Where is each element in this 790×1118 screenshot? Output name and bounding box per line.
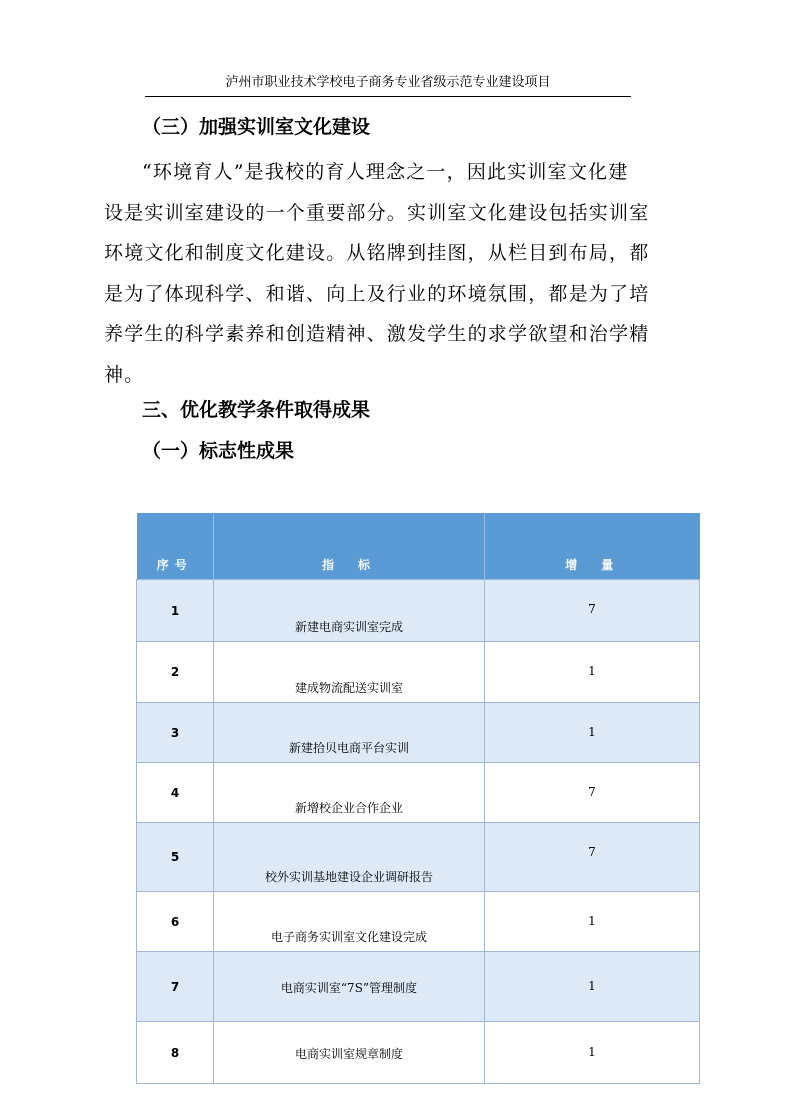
body-paragraph [104, 152, 686, 395]
row-increment: 1 [485, 703, 700, 763]
row-indicator: 电商实训室“7S”管理制度 [214, 952, 485, 1022]
row-indicator: 建成物流配送实训室 [214, 642, 485, 703]
chapter-heading: 三、优化教学条件取得成果 [142, 399, 371, 421]
header-index: 序号 [137, 513, 214, 580]
table-row [137, 892, 700, 952]
row-increment: 1 [485, 642, 700, 703]
row-index: 5 [137, 823, 214, 892]
table-header-row [137, 513, 700, 580]
row-indicator: 校外实训基地建设企业调研报告 [214, 823, 485, 892]
row-indicator: 电商实训室规章制度 [214, 1022, 485, 1084]
header-indicator: 指 标 [214, 513, 485, 580]
paragraph-line: 养学生的科学素养和创造精神、激发学生的求学欲望和治学精 [104, 323, 650, 345]
row-indicator: 新建电商实训室完成 [214, 580, 485, 642]
row-index: 2 [137, 642, 214, 703]
paragraph-line: 设是实训室建设的一个重要部分。实训室文化建设包括实训室 [104, 201, 650, 224]
row-index: 1 [137, 580, 214, 642]
row-indicator: 新增校企业合作企业 [214, 763, 485, 823]
row-increment: 7 [485, 580, 700, 642]
page-header: 泸州市职业技术学校电子商务专业省级示范专业建设项目 [145, 70, 631, 97]
table-row [137, 763, 700, 823]
paragraph-line: “环境育人”是我校的育人理念之一，因此实训室文化建 [142, 161, 629, 183]
row-index: 3 [137, 703, 214, 763]
row-increment: 7 [485, 823, 700, 892]
table-row [137, 580, 700, 642]
row-indicator: 电子商务实训室文化建设完成 [214, 892, 485, 952]
row-increment: 1 [485, 1022, 700, 1084]
section-heading-lab-culture: （三）加强实训室文化建设 [142, 116, 371, 138]
row-index: 7 [137, 952, 214, 1022]
table-row [137, 642, 700, 703]
row-index: 8 [137, 1022, 214, 1084]
paragraph-line: 神。 [104, 363, 145, 386]
table-row [137, 703, 700, 763]
row-increment: 1 [485, 892, 700, 952]
row-index: 6 [137, 892, 214, 952]
row-indicator: 新建拾贝电商平台实训 [214, 703, 485, 763]
subsection-heading: （一）标志性成果 [142, 440, 295, 462]
row-increment: 7 [485, 763, 700, 823]
table-row [137, 1022, 700, 1084]
table-row [137, 952, 700, 1022]
row-increment: 1 [485, 952, 700, 1022]
paragraph-line: 环境文化和制度文化建设。从铭牌到挂图，从栏目到布局，都 [104, 242, 650, 264]
header-increment: 增 量 [485, 513, 700, 580]
results-table [136, 513, 700, 1084]
table-row [137, 823, 700, 892]
paragraph-line: 是为了体现科学、和谐、向上及行业的环境氛围，都是为了培 [104, 282, 650, 305]
row-index: 4 [137, 763, 214, 823]
